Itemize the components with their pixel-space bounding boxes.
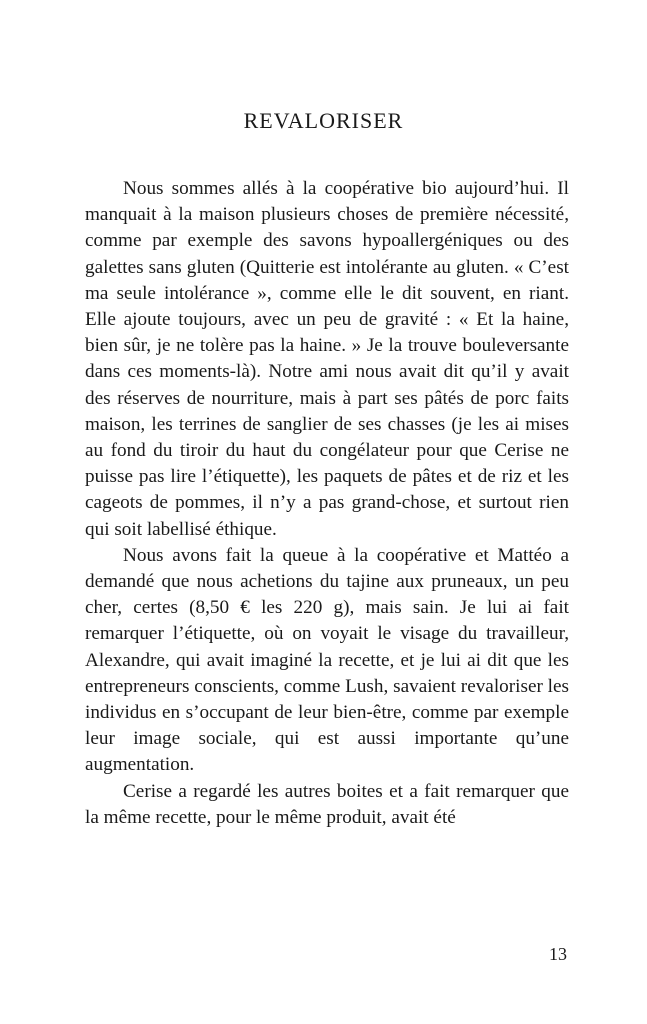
paragraph-1: Nous sommes allés à la coopérative bio aujourd’hui. Il manquait à la maison plusieurs choses de première nécessité, comme par exemple des savons hypoallergéniques ou des galettes sans gluten (Quitterie est intolérante au gluten. « C’est ma seule intolérance », comme elle le dit souvent, en riant. Elle ajoute toujours, avec un peu de gravité : « Et la haine, bien sûr, je ne tolère pas la haine. » Je la trouve bouleversante dans ces moments-là). Notre ami nous avait dit qu’il y avait des réserves de nourriture, mais à part ses pâtés de porc faits maison, les terrines de sanglier de ses chasses (je les ai mises au fond du tiroir du haut du congélateur pour que Cerise ne puisse pas lire l’étiquette), les paquets de pâtes et de riz et les cageots de pommes, il n’y a pas grand-chose, et surtout rien qui soit labellisé éthique. [85, 178, 569, 540]
chapter-title: REVALORISER [243, 108, 404, 133]
body-text [85, 176, 569, 831]
page-number: 13 [549, 944, 567, 964]
paragraph-2: Nous avons fait la queue à la coopérative et Mattéo a demandé que nous achetions du tajine aux pruneaux, un peu cher, certes (8,50 € les 220 g), mais sain. Je lui ai fait remarquer l’étiquette, où on voyait le visage du travailleur, Alexandre, qui avait imaginé la recette, et je lui ai dit que les entrepreneurs conscients, comme Lush, savaient revaloriser les individus en s’occupant de leur bien-être, comme par exemple leur image sociale, qui est aussi importante qu’une augmentation. [85, 544, 569, 776]
paragraph-3: Cerise a regardé les autres boites et a fait remarquer que la même recette, pour le même produit, avait été [85, 780, 569, 828]
